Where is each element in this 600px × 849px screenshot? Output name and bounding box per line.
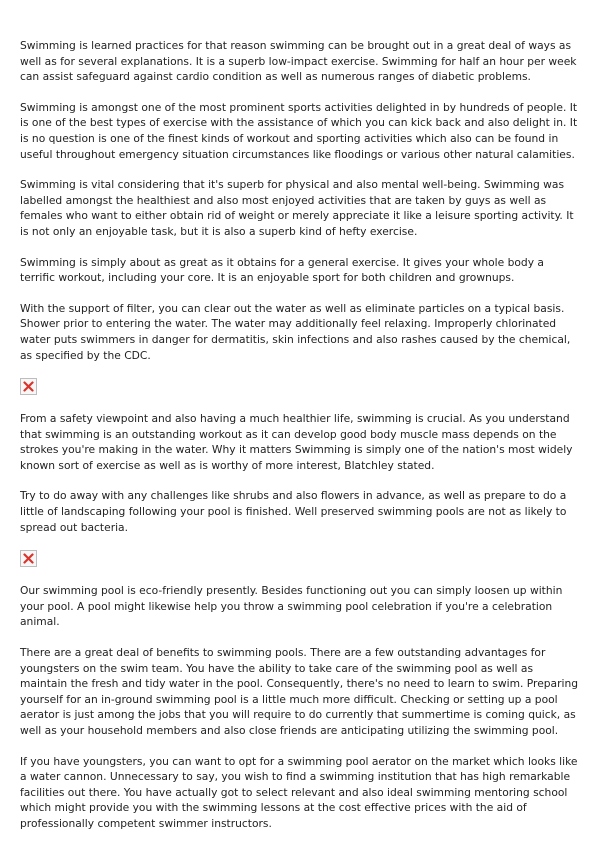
broken-image-icon [23, 553, 34, 564]
paragraph-3: Swimming is vital considering that it's superb for physical and also mental well-being. Swimming was labelled amongst the healthiest and also most enjoyed activities that are taken by guys as well as females who want to either obtain rid of weight or merely appreciate it like a leisure sporting activity. It is not only an enjoyable task, but it is also a superb kind of hefty exercise. [20, 178, 574, 238]
paragraph-2: Swimming is amongst one of the most prominent sports activities delighted in by hundreds of people. It is one of the best types of exercise with the assistance of which you can kick back and also delight in. It is no question is one of the finest kinds of workout and sporting activities which also can be found in useful throughout emergency situation circumstances like floodings or various other natural calamities. [20, 100, 578, 161]
broken-image-1 [20, 378, 37, 395]
paragraph-4: Swimming is simply about as great as it obtains for a general exercise. It gives your whole body a terrific workout, including your core. It is an enjoyable sport for both children and grownups. [20, 255, 544, 285]
broken-image-icon [23, 381, 34, 392]
paragraph-6: From a safety viewpoint and also having a much healthier life, swimming is crucial. As you understand that swimming is an outstanding workout as it can develop good body muscle mass depends on the strokes you're making in the water. Why it matters Swimming is simply one of the nation's most widely known sort of exercise as well as is worthy of more interest, Blatchley stated. [20, 412, 573, 472]
paragraph-1: Swimming is learned practices for that reason swimming can be brought out in a great deal of ways as well as for several explanations. It is a superb low-impact exercise. Swimming for half an hour per week can assist safeguard against cardio condition as well as numerous ranges of diabetic problems. [20, 39, 577, 84]
paragraph-8: Our swimming pool is eco-friendly presently. Besides functioning out you can simply loosen up within your pool. A pool might likewise help you throw a swimming pool celebration if you're a celebration animal. [20, 584, 563, 629]
paragraph-5: With the support of filter, you can clear out the water as well as eliminate particles on a typical basis. Shower prior to entering the water. The water may additionally feel relaxing. Improperly chlorinated water puts swimmers in danger for dermatitis, skin infections and also rashes caused by the chemical, as specified by the CDC. [20, 301, 571, 362]
paragraph-9: There are a great deal of benefits to swimming pools. There are a few outstanding advantages for youngsters on the swim team. You have the ability to take care of the swimming pool as well as maintain the fresh and tidy water in the pool. Consequently, there's no need to learn to swim. Preparing yourself for an in-ground swimming pool is a little much more difficult. Checking or setting up a pool aerator is just among the jobs that you will require to do currently that summertime is coming quick, as well as your household members and also close friends are anticipating utilizing the swimming pool. [20, 646, 579, 737]
paragraph-7: Try to do away with any challenges like shrubs and also flowers in advance, as well as prepare to do a little of landscaping following your pool is finished. Well preserved swimming pools are not as likely to spread out bacteria. [20, 489, 567, 534]
broken-image-2 [20, 550, 37, 567]
paragraph-10: If you have youngsters, you can want to opt for a swimming pool aerator on the market which looks like a water cannon. Unnecessary to say, you wish to find a swimming institution that has high remarkable facilities out there. You have actually got to select relevant and also ideal swimming mentoring school which might provide you with the swimming lessons at the cost effective prices with the aid of professionally competent swimmer instructors. [20, 754, 578, 830]
